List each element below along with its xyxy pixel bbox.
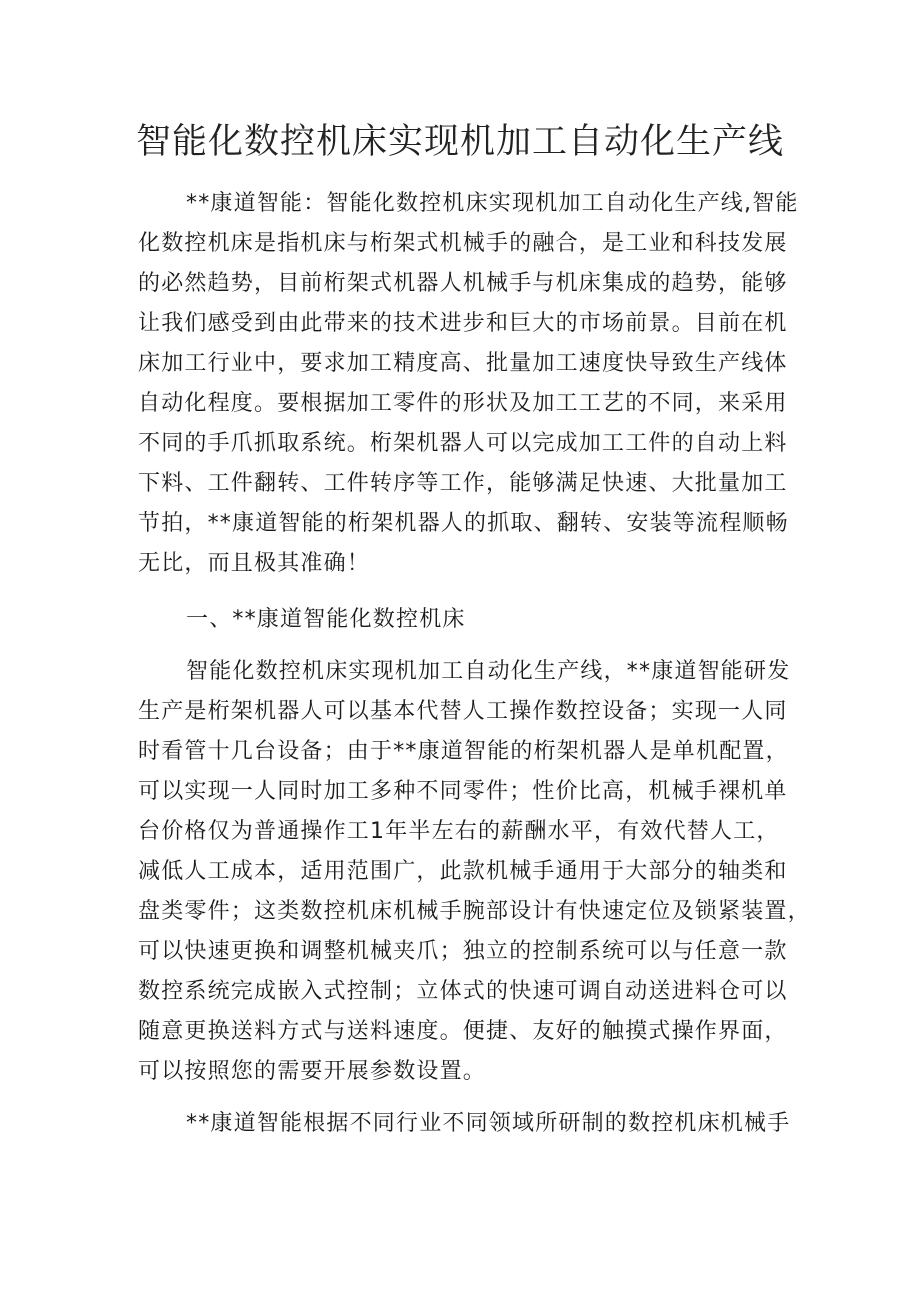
text-line: 可以按照您的需要开展参数设置。 [138, 1059, 487, 1084]
text-line: 的必然趋势，目前桁架式机器人机械手与机床集成的趋势，能够 [138, 271, 788, 296]
text-line: 盘类零件；这类数控机床机械手腕部设计有快速定位及锁紧装置， [138, 899, 811, 924]
text-line: 数控系统完成嵌入式控制；立体式的快速可调自动送进料仓可以 [138, 979, 788, 1004]
text-line: 化数控机床是指机床与桁架式机械手的融合，是工业和科技发展 [138, 231, 788, 256]
text-line: 无比，而且极其准确！ [138, 551, 371, 576]
text-line: 自动化程度。要根据加工零件的形状及加工工艺的不同，来采用 [138, 391, 788, 416]
text-line: 随意更换送料方式与送料速度。便捷、友好的触摸式操作界面， [138, 1019, 788, 1044]
text-line: 不同的手爪抓取系统。桁架机器人可以完成加工工件的自动上料 [138, 431, 788, 456]
text-line: 台价格仅为普通操作工1年半左右的薪酬水平，有效代替人工， [138, 819, 780, 844]
paragraph-intro [138, 184, 798, 584]
section-heading: 一、**康道智能化数控机床 [186, 607, 466, 632]
document-title: 智能化数控机床实现机加工自动化生产线 [135, 122, 784, 162]
text-line: 床加工行业中，要求加工精度高、批量加工速度快导致生产线体 [138, 351, 788, 376]
text-line: 智能化数控机床实现机加工自动化生产线，**康道智能研发 [186, 659, 791, 684]
paragraph-continuation [138, 1104, 798, 1144]
text-line: 可以实现一人同时加工多种不同零件；性价比高，机械手裸机单 [138, 779, 788, 804]
paragraph-section-one [138, 652, 811, 1092]
text-line: 可以快速更换和调整机械夹爪；独立的控制系统可以与任意一款 [138, 939, 788, 964]
text-line: 节拍，**康道智能的桁架机器人的抓取、翻转、安装等流程顺畅 [138, 511, 789, 536]
text-line: **康道智能：智能化数控机床实现机加工自动化生产线,智能 [186, 191, 799, 216]
text-line: 下料、工件翻转、工件转序等工作，能够满足快速、大批量加工 [138, 471, 788, 496]
text-line: **康道智能根据不同行业不同领域所研制的数控机床机械手 [186, 1111, 791, 1136]
text-line: 让我们感受到由此带来的技术进步和巨大的市场前景。目前在机 [138, 311, 788, 336]
text-line: 生产是桁架机器人可以基本代替人工操作数控设备；实现一人同 [138, 699, 788, 724]
text-line: 减低人工成本，适用范围广，此款机械手通用于大部分的轴类和 [138, 859, 788, 884]
text-line: 时看管十几台设备；由于**康道智能的桁架机器人是单机配置， [138, 739, 789, 764]
